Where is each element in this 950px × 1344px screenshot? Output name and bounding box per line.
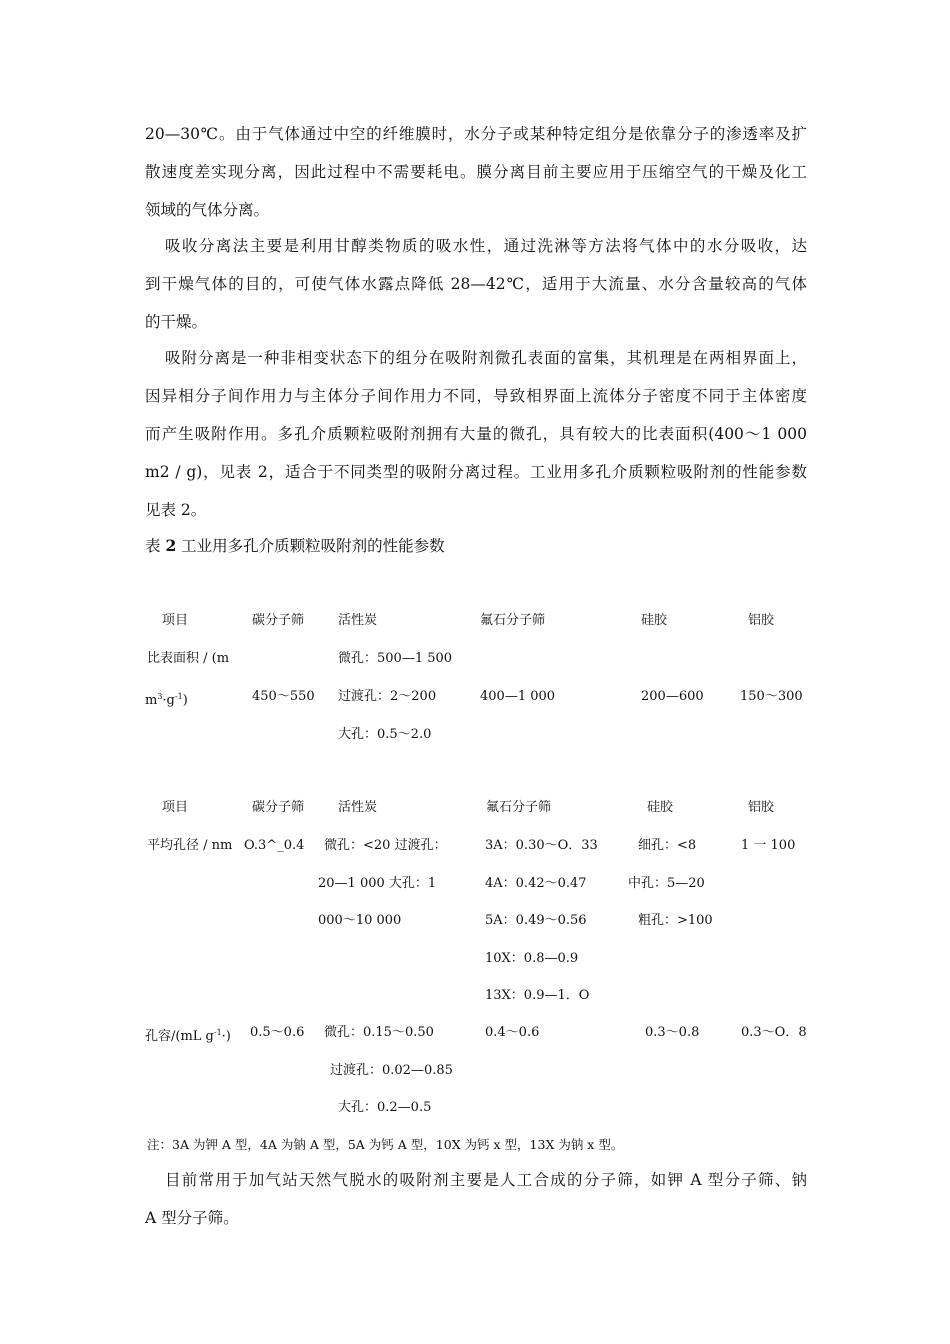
t2-pore-silica-medium: 中孔：5—20 (628, 876, 705, 891)
t1-unit-m: m (145, 693, 158, 708)
paragraph-3-line-4: m2 / g)，见表 2，适合于不同类型的吸附分离过程。工业用多孔介质颗粒吸附剂的性能参数 (145, 463, 807, 481)
t1-header-item: 项目 (162, 613, 189, 628)
t2-vol-silica: 0.3～0.8 (645, 1025, 700, 1040)
t2-vol-carbon-sieve: 0.5～0.6 (250, 1025, 305, 1040)
table-note: 注：3A 为钾 A 型，4A 为钠 A 型，5A 为钙 A 型，10X 为钙 x 型，13X 为钠 x 型。 (147, 1137, 624, 1152)
t1-header-alumina-gel: 铝胶 (748, 613, 775, 628)
t2-pore-silica-coarse: 粗孔：>100 (638, 913, 713, 928)
t1-row-label-line-1: 比表面积 / (m (147, 651, 230, 666)
t2-header-item: 项目 (162, 800, 189, 815)
t1-unit-g: ·g (162, 693, 175, 708)
t2-pore-carbon-sieve: O.3^_0.4 (244, 838, 305, 853)
t1-unit-close: ) (182, 693, 188, 708)
t2-header-zeolite: 氟石分子筛 (486, 800, 552, 815)
t2-pore-silica-fine: 细孔：<8 (638, 838, 697, 853)
t2-vol-activated-macropore: 大孔：0.2—0.5 (338, 1100, 432, 1115)
paragraph-3-line-5: 见表 2。 (145, 501, 207, 519)
paragraph-2-line-3: 的干燥。 (145, 313, 208, 331)
t2-pore-volume-label (145, 1024, 231, 1046)
t2-pore-activated-line-3: 000～10 000 (318, 913, 402, 928)
t1-unit-exp: 3 (157, 692, 163, 701)
paragraph-4-line-2: A 型分子筛。 (145, 1209, 239, 1227)
caption-text: 工业用多孔介质颗粒吸附剂的性能参数 (176, 537, 445, 555)
paragraph-3-line-1: 吸附分离是一种非相变状态下的组分在吸附剂微孔表面的富集，其机理是在两相界面上， (165, 349, 807, 367)
t1-activated-micropore: 微孔：500—1 500 (338, 651, 453, 666)
t1-header-zeolite: 氟石分子筛 (480, 613, 546, 628)
t1-activated-transition-pore: 过渡孔：2～200 (338, 689, 437, 704)
t2-pore-zeolite-10x: 10X：0.8—0.9 (485, 951, 579, 966)
t2-vol-label-close: ·) (221, 1029, 231, 1044)
t2-pore-activated-line-2: 20—1 000 大孔：1 (318, 876, 437, 891)
t2-pore-activated-line-1: 微孔：<20 过渡孔： (324, 838, 447, 853)
t2-pore-zeolite-5a: 5A：0.49～0.56 (485, 913, 587, 928)
t2-header-activated-carbon: 活性炭 (338, 800, 378, 815)
t2-vol-zeolite: 0.4～0.6 (485, 1025, 540, 1040)
t2-pore-size-label: 平均孔径 / nm (147, 838, 233, 853)
table-caption (145, 536, 445, 556)
paragraph-1-line-3: 领域的气体分离。 (145, 201, 270, 219)
t2-pore-zeolite-13x: 13X：0.9—1．O (485, 988, 590, 1003)
t1-row-label-line-2 (145, 688, 188, 710)
t2-header-silica-gel: 硅胶 (647, 800, 674, 815)
caption-number: 2 (165, 536, 177, 555)
t2-vol-alumina: 0.3～O．8 (741, 1025, 807, 1040)
t2-pore-zeolite-4a: 4A：0.42～0.47 (485, 876, 587, 891)
paragraph-1-line-1: 20—30℃。由于气体通过中空的纤维膜时，水分子或某种特定组分是依靠分子的渗透率及扩 (145, 125, 807, 143)
t1-unit-exp2: -1 (174, 692, 183, 701)
t1-alumina-gel-value: 150～300 (740, 689, 803, 704)
t1-carbon-sieve-value: 450～550 (252, 689, 315, 704)
t2-pore-zeolite-3a: 3A：0.30～O．33 (485, 838, 598, 853)
t2-vol-activated-transition: 过渡孔：0.02—0.85 (330, 1063, 453, 1078)
t2-vol-label-exp: -1 (213, 1028, 222, 1037)
caption-prefix: 表 (145, 537, 166, 555)
paragraph-3-line-2: 因异相分子间作用力与主体分子间作用力不同，导致相界面上流体分子密度不同于主体密度 (145, 387, 807, 405)
t2-pore-alumina: 1 一 100 (741, 838, 796, 853)
t1-header-activated-carbon: 活性炭 (338, 613, 378, 628)
t2-vol-activated-micropore: 微孔：0.15～0.50 (324, 1025, 434, 1040)
t1-header-carbon-sieve: 碳分子筛 (252, 613, 305, 628)
t1-zeolite-value: 400—1 000 (480, 689, 556, 704)
t1-activated-macropore: 大孔：0.5～2.0 (338, 727, 432, 742)
t2-header-carbon-sieve: 碳分子筛 (252, 800, 305, 815)
paragraph-2-line-1: 吸收分离法主要是利用甘醇类物质的吸水性，通过洗淋等方法将气体中的水分吸收，达 (165, 237, 807, 255)
paragraph-1-line-2: 散速度差实现分离，因此过程中不需要耗电。膜分离目前主要应用于压缩空气的干燥及化工 (145, 163, 807, 181)
t1-silica-gel-value: 200—600 (641, 689, 704, 704)
paragraph-4-line-1: 目前常用于加气站天然气脱水的吸附剂主要是人工合成的分子筛，如钾 A 型分子筛、钠 (165, 1171, 807, 1189)
t2-vol-label-text: 孔容/(mL g (145, 1029, 214, 1044)
paragraph-3-line-3: 而产生吸附作用。多孔介质颗粒吸附剂拥有大量的微孔，具有较大的比表面积(400～1 000 (145, 425, 807, 443)
t1-header-silica-gel: 硅胶 (641, 613, 668, 628)
t2-header-alumina-gel: 铝胶 (748, 800, 775, 815)
paragraph-2-line-2: 到干燥气体的目的，可使气体水露点降低 28—42℃，适用于大流量、水分含量较高的气体 (145, 275, 807, 293)
